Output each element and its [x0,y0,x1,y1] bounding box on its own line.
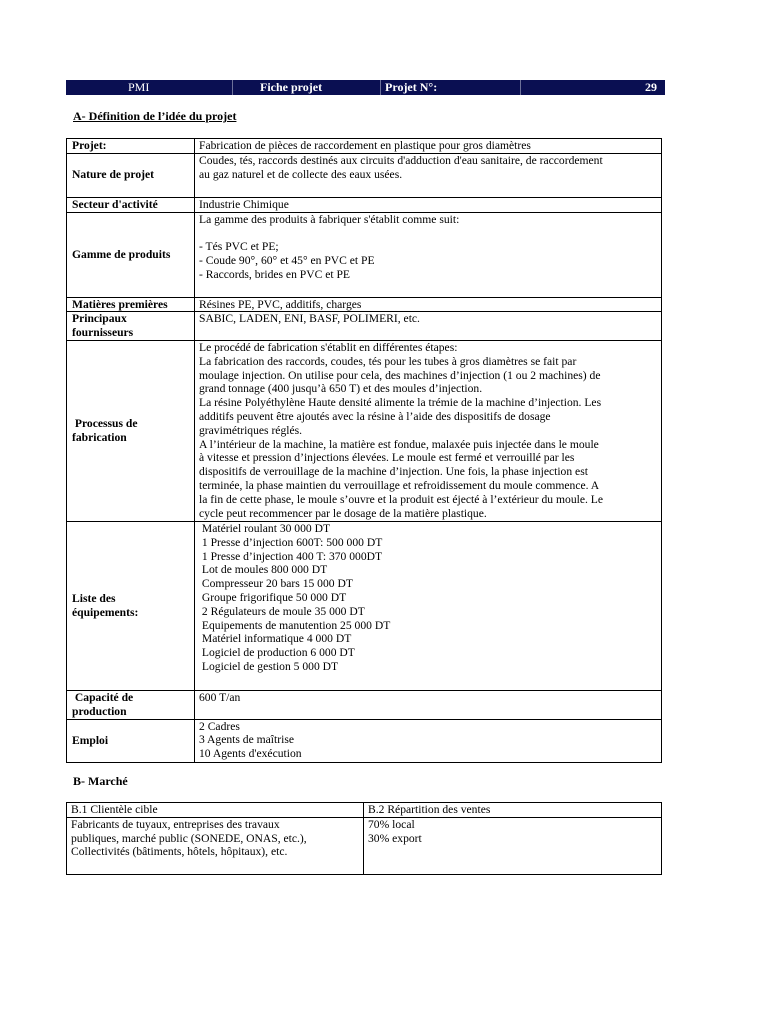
table-row [67,817,662,874]
processus-value: Le procédé de fabrication s'établit en différentes étapes: La fabrication des raccords, coudes, tés pour les tubes à gros diamètres se fait par moulage injection. On utilise pour cela, des machines d’injection (1 ou 2 machines) de grand tonnage (400 jusqu’à 650 T) et des moules d’injection. La résine Polyéthylène Haute densité alimente la trémie de la machine d’injection. Les additifs peuvent être ajoutés avec la résine à l’aide des dispositifs de dosage gravimétriques réglés. A l’intérieur de la machine, la matière est fondue, malaxée puis injectée dans le moule à vitesse et pression d’injections élevées. Le moule est fermé et verrouillé par les dispositifs de verrouillage de la machine d’injection. Une fois, la phase injection est terminée, la phase maintien du verrouillage et refroidissement du moule commence. A la fin de cette phase, le moule s’ouvre et la produit est éjecté à l’extérieur du moule. Le cycle peut recommencer par le dosage de la matière plastique. [195,340,662,521]
capacite-label: Capacité de production [67,690,195,719]
table-row [67,297,662,312]
gamme-label: Gamme de produits [67,212,195,297]
header-divider [232,80,233,95]
emploi-label: Emploi [67,719,195,762]
table-row [67,197,662,212]
matieres-value: Résines PE, PVC, additifs, charges [195,297,662,312]
processus-label: Processus de fabrication [67,340,195,521]
section-b-title: B- Marché [73,774,128,788]
table-row [67,139,662,154]
emploi-value: 2 Cadres 3 Agents de maîtrise 10 Agents d'exécution [195,719,662,762]
header-divider [520,80,521,95]
equipements-label: Liste des équipements: [67,521,195,690]
project-definition-table [66,138,662,763]
header-doc-type: Fiche projet [260,80,323,94]
table-row [67,153,662,197]
secteur-label: Secteur d'activité [67,197,195,212]
market-table [66,802,662,875]
secteur-value: Industrie Chimique [195,197,662,212]
section-a-title: A- Définition de l’idée du projet [73,109,237,123]
table-row [67,312,662,341]
nature-value: Coudes, tés, raccords destinés aux circuits d'adduction d'eau sanitaire, de raccordement au gaz naturel et de collecte des eaux usées. [195,153,662,197]
projet-value: Fabrication de pièces de raccordement en plastique pour gros diamètres [195,139,662,154]
header-divider [380,80,381,95]
fournisseurs-label: Principaux fournisseurs [67,312,195,341]
table-row [67,719,662,762]
capacite-value: 600 T/an [195,690,662,719]
table-row [67,521,662,690]
table-row [67,212,662,297]
table-row [67,690,662,719]
header-bar [66,80,665,95]
b1-header: B.1 Clientèle cible [67,803,364,818]
fournisseurs-value: SABIC, LADEN, ENI, BASF, POLIMERI, etc. [195,312,662,341]
gamme-value: La gamme des produits à fabriquer s'établit comme suit: - Tés PVC et PE; - Coude 90°, 60° et 45° en PVC et PE - Raccords, brides en PVC et PE [195,212,662,297]
equipements-value: Matériel roulant 30 000 DT 1 Presse d’injection 600T: 500 000 DT 1 Presse d’injection 400 T: 370 000DT Lot de moules 800 000 DT Compresseur 20 bars 15 000 DT Groupe frigorifique 50 000 DT 2 Régulateurs de moule 35 000 DT Equipements de manutention 25 000 DT Matériel informatique 4 000 DT Logiciel de production 6 000 DT Logiciel de gestion 5 000 DT [195,521,662,690]
b1-value: Fabricants de tuyaux, entreprises des travaux publiques, marché public (SONEDE, ONAS, etc.), Collectivités (bâtiments, hôtels, hôpitaux), etc. [67,817,364,874]
header-project-label: Projet N°: [385,80,438,94]
b2-value: 70% local 30% export [364,817,662,874]
nature-label: Nature de projet [67,153,195,197]
b2-header: B.2 Répartition des ventes [364,803,662,818]
table-row [67,340,662,521]
table-row [67,803,662,818]
header-project-number: 29 [645,80,657,94]
matieres-label: Matières premières [67,297,195,312]
header-org: PMI [128,80,150,94]
projet-label: Projet: [67,139,195,154]
